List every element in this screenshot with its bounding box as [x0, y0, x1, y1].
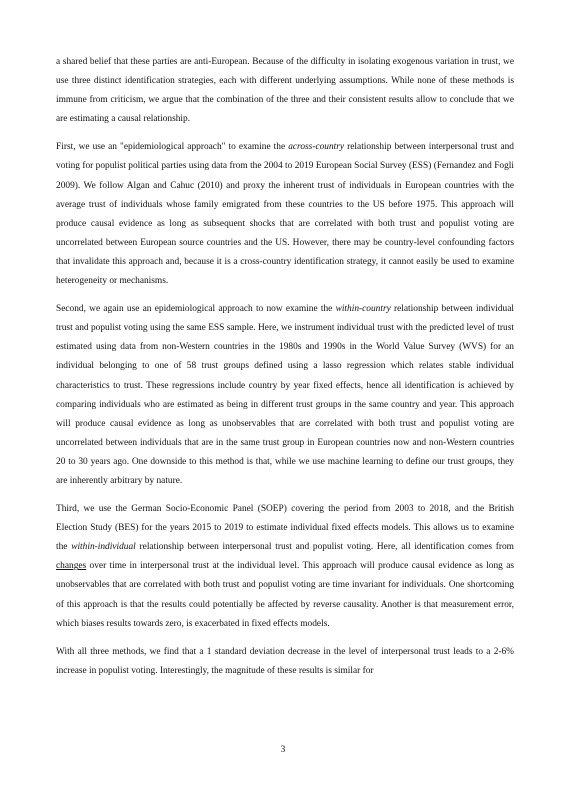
underline-changes: changes [56, 561, 87, 572]
paragraph-4-text-c: over time in interpersonal trust at the individual level. This approach will produce causal evidence as long as unobservables that are correlated with both trust and populist voting are time invariant for individuals. One shortcoming of this approach is that the results could potentially be affected by reverse causality. Another is that measurement error, which biases results towards zero, is exacerbated in fixed effects models. [56, 561, 514, 629]
emphasis-within-country: within-country [335, 304, 391, 315]
paragraph-2 [56, 138, 514, 291]
paragraph-2-text-b: relationship between interpersonal trust and voting for populist political parties using data from the 2004 to 2019 European Social Survey (ESS) (Fernandez and Fogli 2009). We follow Algan and Cahuc (2010) and proxy the inherent trust of individuals in European countries with the average trust of individuals whose family emigrated from these countries to the US before 1975. This approach will produce causal evidence as long as subsequent shocks that are correlated with both trust and populist voting are uncorrelated between European source countries and the US. However, there may be country-level confounding factors that invalidate this approach and, because it is a cross-country identification strategy, it cannot easily be used to examine heterogeneity or mechanisms. [56, 142, 514, 287]
paragraph-4-text-b: relationship between interpersonal trust and populist voting. Here, all identification comes from [135, 542, 514, 553]
paragraph-4-text-a: Third, we use the German Socio-Economic Panel (SOEP) covering the period from 2003 to 2018, and the British Election Study (BES) for the years 2015 to 2019 to estimate individual fixed effects models. This allows us to examine the [56, 504, 514, 553]
paragraph-4 [56, 500, 514, 634]
emphasis-within-individual: within-individual [71, 542, 136, 553]
page-number: 3 [280, 745, 286, 755]
emphasis-across-country: across-country [288, 142, 345, 153]
paragraph-1-text: a shared belief that these parties are anti-European. Because of the difficulty in isolating exogenous variation in trust, we use three distinct identification strategies, each with different underlying assumptions. While none of these methods is immune from criticism, we argue that the combination of the three and their consistent results allow to conclude that we are estimating a causal relationship. [56, 57, 514, 125]
paragraph-2-text-a: First, we use an "epidemiological approach" to examine the [56, 142, 289, 153]
body-text [56, 53, 514, 690]
paragraph-5-text: With all three methods, we find that a 1 standard deviation decrease in the level of interpersonal trust leads to a 2-6% increase in populist voting. Interestingly, the magnitude of these results is similar for [56, 646, 514, 676]
paragraph-3-text-a: Second, we again use an epidemiological approach to now examine the [56, 304, 336, 315]
paragraph-5 [56, 643, 514, 681]
paragraph-3-text-b: relationship between individual trust and populist voting using the same ESS sample. Here, we instrument individual trust with the predicted level of trust estimated using data from non-Western countries in the 1980s and 1990s in the World Value Survey (WVS) for an individual belonging to one of 58 trust groups defined using a lasso regression which relates stable individual characteristics to trust. These regressions include country by year fixed effects, hence all identification is achieved by comparing individuals who are estimated as being in different trust groups in the same country and year. This approach will produce causal evidence as long as unobservables that are correlated with both trust and populist voting are uncorrelated between individuals that are in the same trust group in European countries now and non-Western countries 20 to 30 years ago. One downside to this method is that, while we use machine learning to define our trust groups, they are inherently arbitrary by nature. [56, 304, 514, 486]
paragraph-1 [56, 53, 514, 129]
paragraph-3 [56, 300, 514, 491]
